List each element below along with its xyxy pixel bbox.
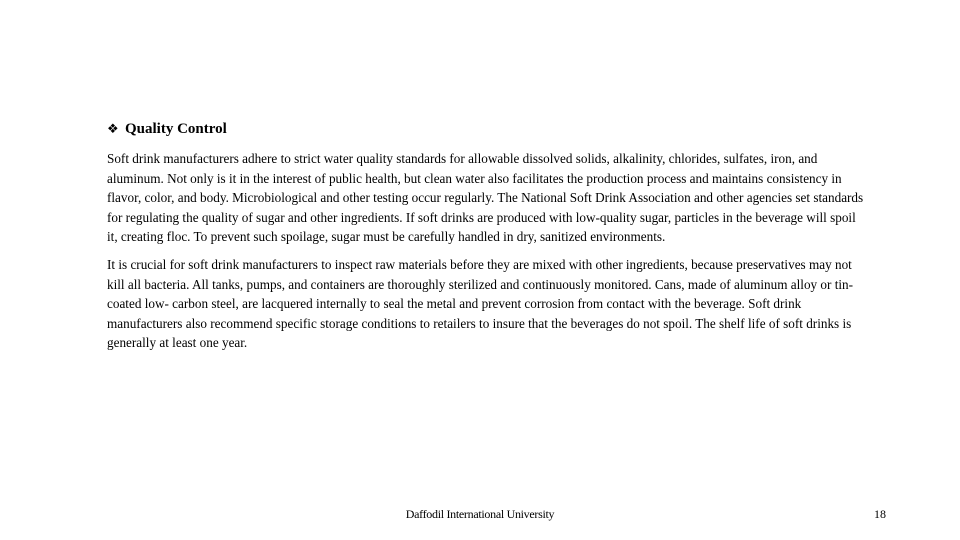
section-heading [107,119,869,139]
slide-content [107,119,869,361]
paragraph-2: It is crucial for soft drink manufacturers to inspect raw materials before they are mixed with other ingredients, because preservatives may not kill all bacteria. All tanks, pumps, and containers are thoroughly sterilized and continuously monitored. Cans, made of aluminum alloy or tin-coated low- carbon steel, are lacquered internally to seal the metal and prevent corrosion from contact with the beverage. Soft drink manufacturers also recommend specific storage conditions to retailers to insure that the beverages do not spoil. The shelf life of soft drinks is generally at least one year. [107,256,854,351]
page-number: 18 [874,507,886,521]
heading-text: Quality Control [125,121,227,137]
footer-university-name: Daffodil International University [405,507,555,521]
diamond-bullet-icon: ❖ [107,121,119,136]
paragraph-1: Soft drink manufacturers adhere to strict water quality standards for allowable dissolved solids, alkalinity, chlorides, sulfates, iron, and aluminum. Not only is it in the interest of public health, but clean water also facilitates the production process and maintains consistency in flavor, color, and body. Microbiological and other testing occur regularly. The National Soft Drink Association and other agencies set standards for regulating the quality of sugar and other ingredients. If soft drinks are produced with low-quality sugar, particles in the beverage will spoil it, creating floc. To prevent such spoilage, sugar must be carefully handled in dry, sanitized environments. [107,151,864,245]
